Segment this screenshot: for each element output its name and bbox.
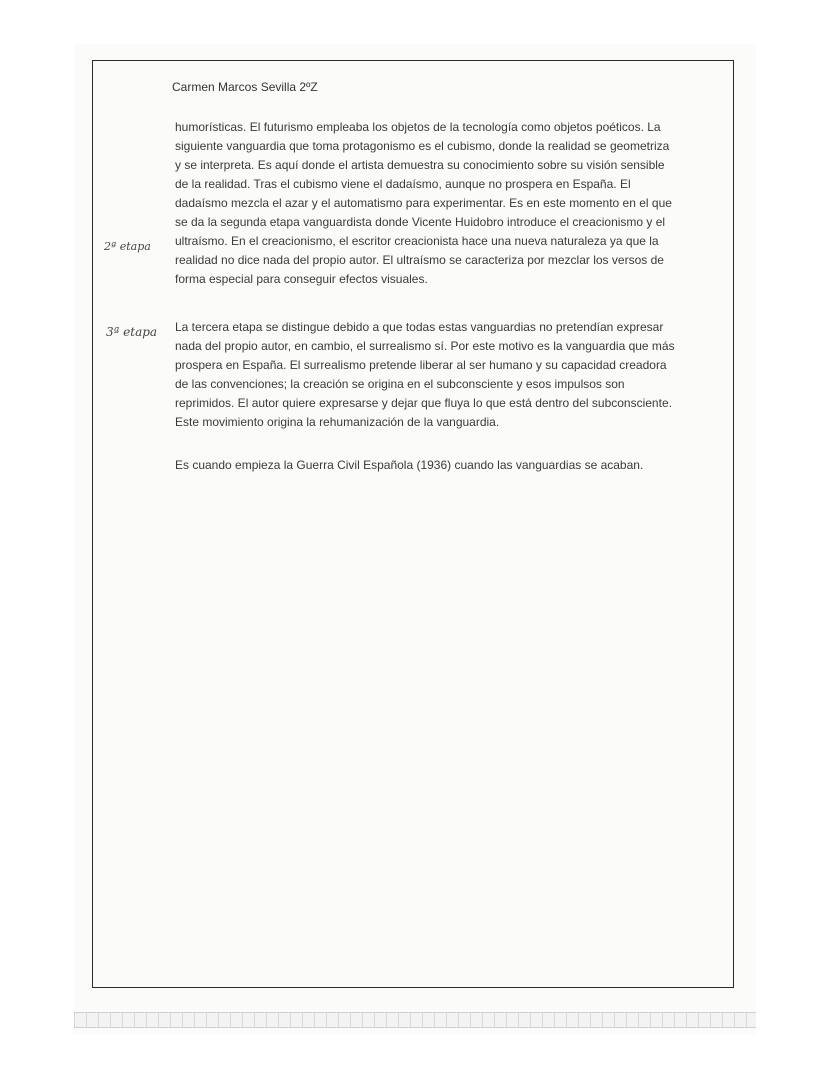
margin-note-stage-2: 2ª etapa (104, 240, 151, 253)
perforated-edge (74, 1012, 756, 1028)
paragraph-2 (175, 318, 675, 432)
paragraph-1-text: humorísticas. El futurismo empleaba los objetos de la tecnología como objetos poéticos. La siguiente vanguardia que toma protagonismo es el cubismo, donde la realidad se geometriza y se interpreta. Es aquí donde el artista demuestra su conocimiento sobre su visión sensible de la realidad. Tras el cubismo viene el dadaísmo, aunque no prospera en España. El dadaísmo mezcla el azar y el automatismo para experimentar. Es en este momento en el que se da la segunda etapa vanguardista donde Vicente Huidobro introduce el creacionismo y el ultraísmo. En el creacionismo, el escritor creacionista hace una nueva naturaleza ya que la realidad no dice nada del propio autor. El ultraísmo se caracteriza por mezclar los versos de forma especial para conseguir efectos visuales. (175, 120, 672, 286)
author-header: Carmen Marcos Sevilla 2ºZ (172, 80, 318, 94)
paragraph-2-text: La tercera etapa se distingue debido a que todas estas vanguardias no pretendían expresar nada del propio autor, en cambio, el surrealismo sí. Por este motivo es la vanguardia que más prospera en España. El surrealismo pretende liberar al ser humano y su capacidad creadora de las convenciones; la creación se origina en el subconsciente y esos impulsos son reprimidos. El autor quiere expresarse y dejar que fluya lo que está dentro del subconsciente. Este movimiento origina la rehumanización de la vanguardia. (175, 320, 675, 429)
margin-note-stage-3: 3ª etapa (106, 325, 158, 339)
paragraph-3 (175, 456, 675, 475)
paragraph-3-text: Es cuando empieza la Guerra Civil Española (1936) cuando las vanguardias se acaban. (175, 458, 644, 472)
paragraph-1 (175, 118, 675, 289)
